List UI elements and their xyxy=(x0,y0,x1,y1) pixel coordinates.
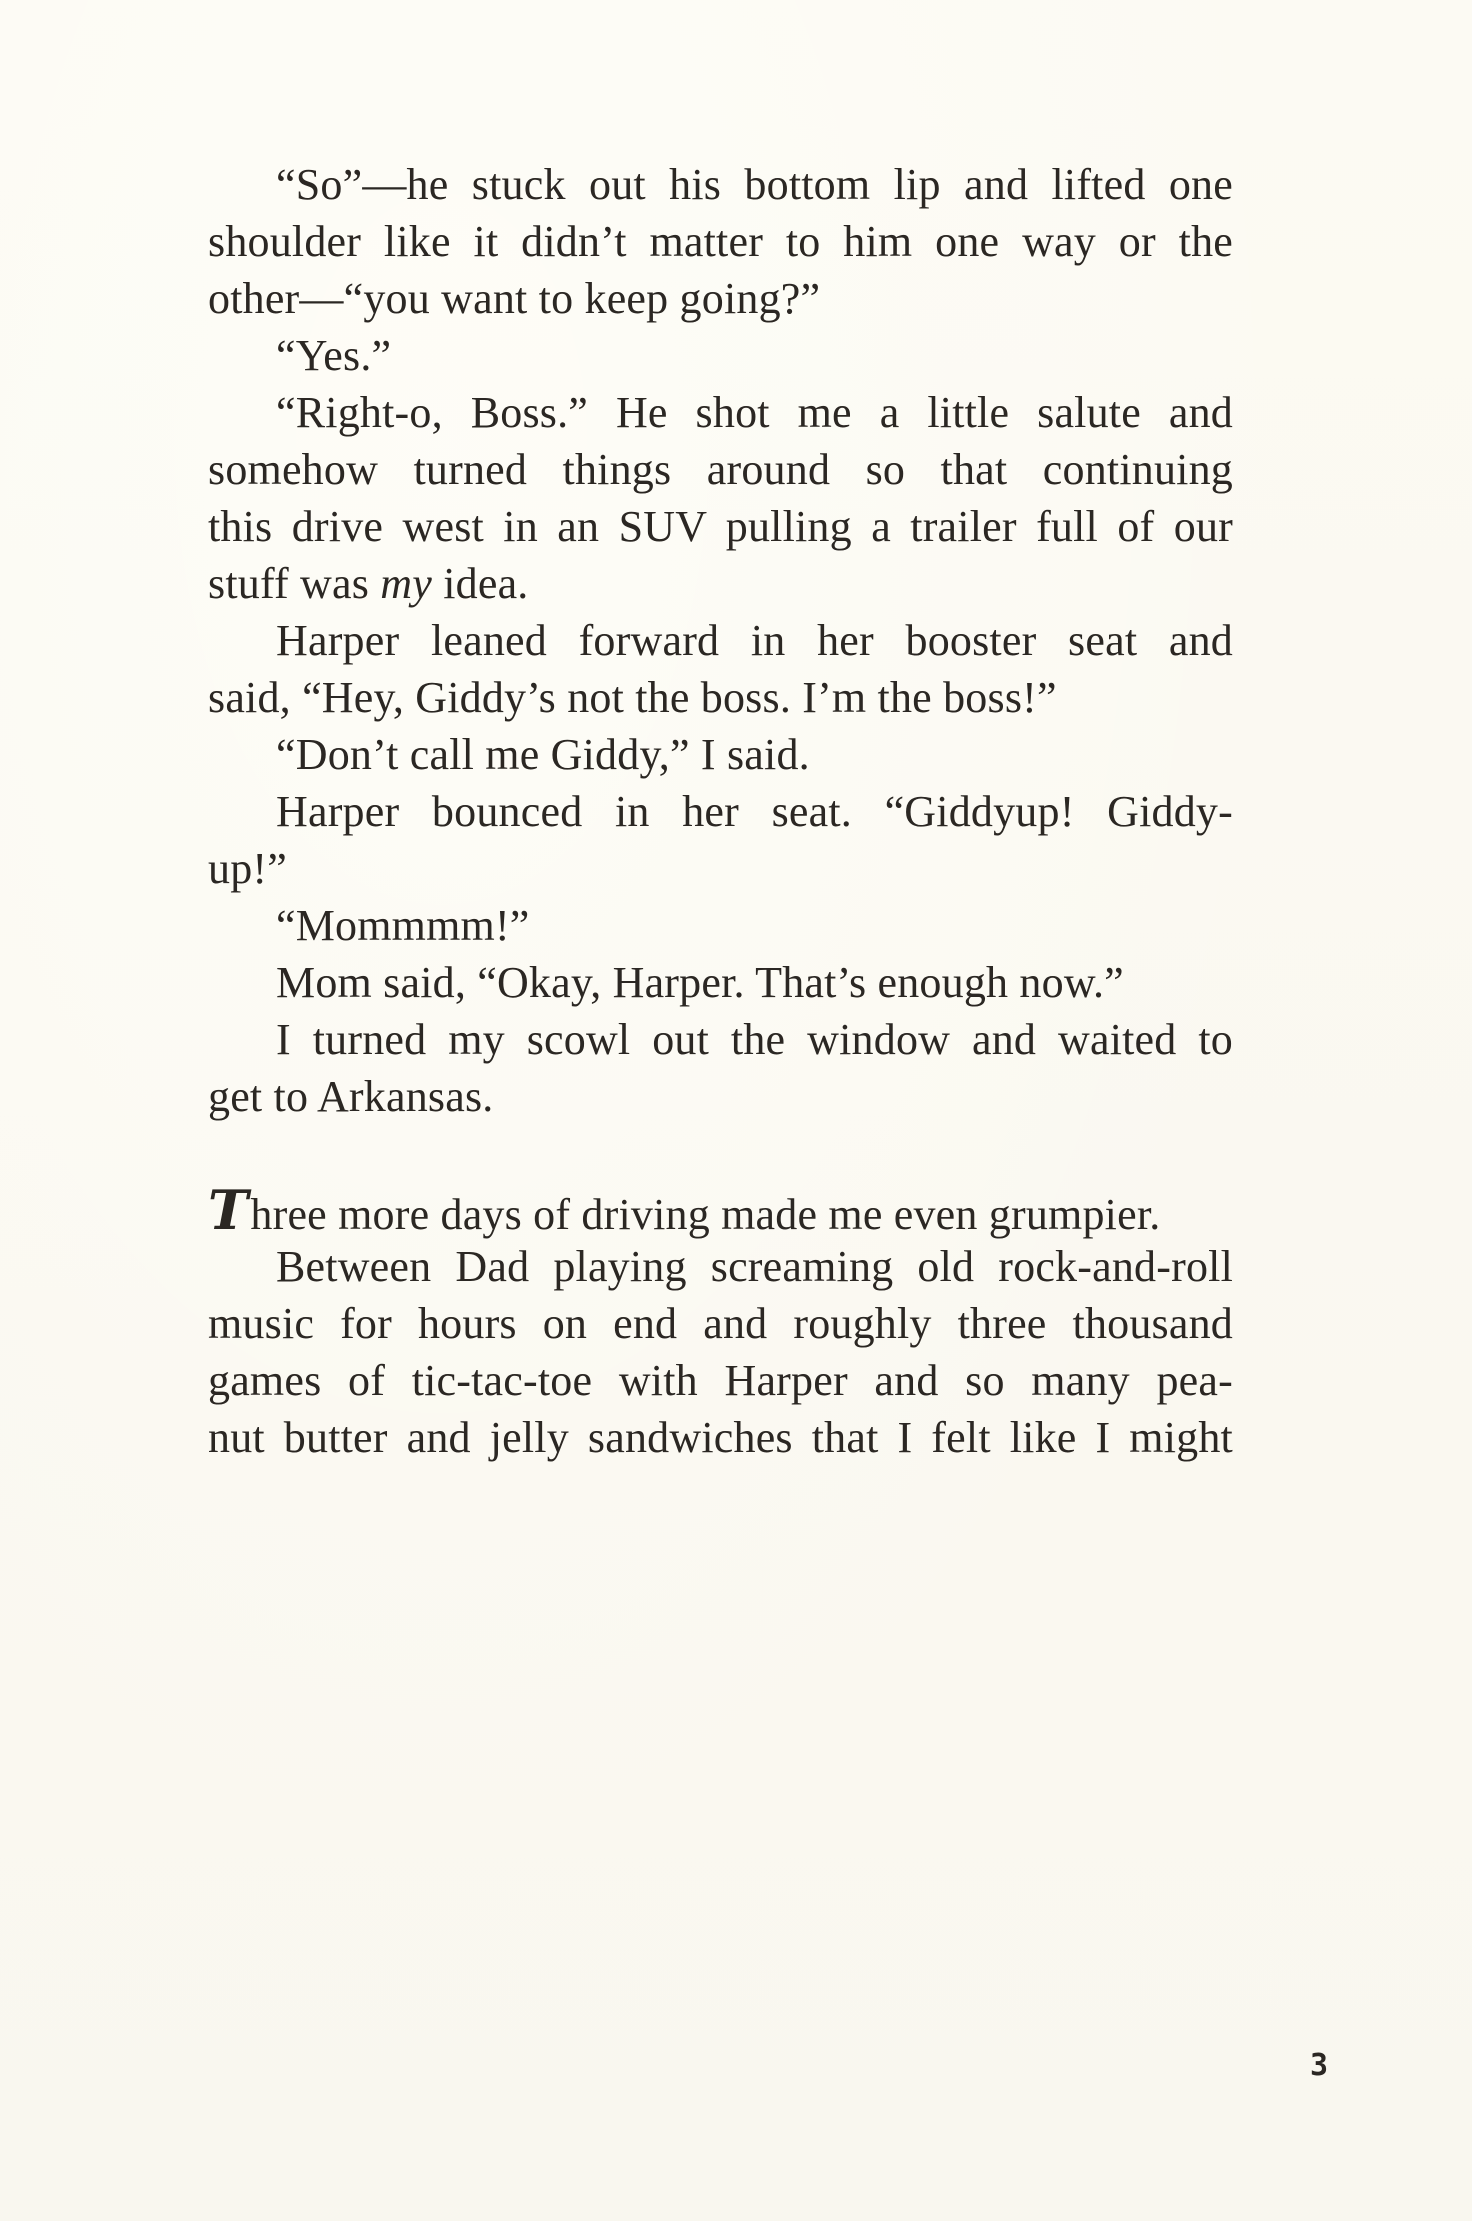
text-line: music for hours on end and roughly three thousand xyxy=(208,1299,1233,1348)
text-line: this drive west in an SUV pulling a trailer full of our xyxy=(208,502,1233,551)
text-line: Harper bounced in her seat. “Giddyup! Giddy- xyxy=(276,787,1233,836)
text-line: Mom said, “Okay, Harper. That’s enough now.” xyxy=(276,958,1124,1007)
text-line: said, “Hey, Giddy’s not the boss. I’m the boss!” xyxy=(208,673,1057,722)
text-run: stuff was xyxy=(208,559,381,608)
text-line: “Right-o, Boss.” He shot me a little salute and xyxy=(276,388,1233,437)
text-line: “Mommmm!” xyxy=(276,901,530,950)
text-run: idea. xyxy=(432,559,529,608)
page-number: 3 xyxy=(1310,2048,1329,2083)
text-line: Harper leaned forward in her booster seat and xyxy=(276,616,1233,665)
text-line: I turned my scowl out the window and waited to xyxy=(276,1015,1233,1064)
text-line xyxy=(208,1180,1233,1240)
text-line: shoulder like it didn’t matter to him one way or the xyxy=(208,217,1233,266)
text-run: hree more days of driving made me even grumpier. xyxy=(250,1190,1161,1239)
text-line: Between Dad playing screaming old rock-and-roll xyxy=(276,1242,1233,1291)
text-line xyxy=(208,554,1233,614)
text-line: “Yes.” xyxy=(276,331,392,380)
text-line: “Don’t call me Giddy,” I said. xyxy=(276,730,810,779)
emphasis-text: my xyxy=(380,559,433,608)
text-line: games of tic-tac-toe with Harper and so many pea- xyxy=(208,1356,1233,1405)
text-line: “So”—he stuck out his bottom lip and lifted one xyxy=(276,160,1233,209)
text-line: nut butter and jelly sandwiches that I felt like I might xyxy=(208,1413,1233,1462)
text-line: get to Arkansas. xyxy=(208,1072,494,1121)
text-line: somehow turned things around so that continuing xyxy=(208,445,1233,494)
text-line: up!” xyxy=(208,844,287,893)
drop-cap: T xyxy=(208,1178,249,1242)
text-line: other—“you want to keep going?” xyxy=(208,274,821,323)
